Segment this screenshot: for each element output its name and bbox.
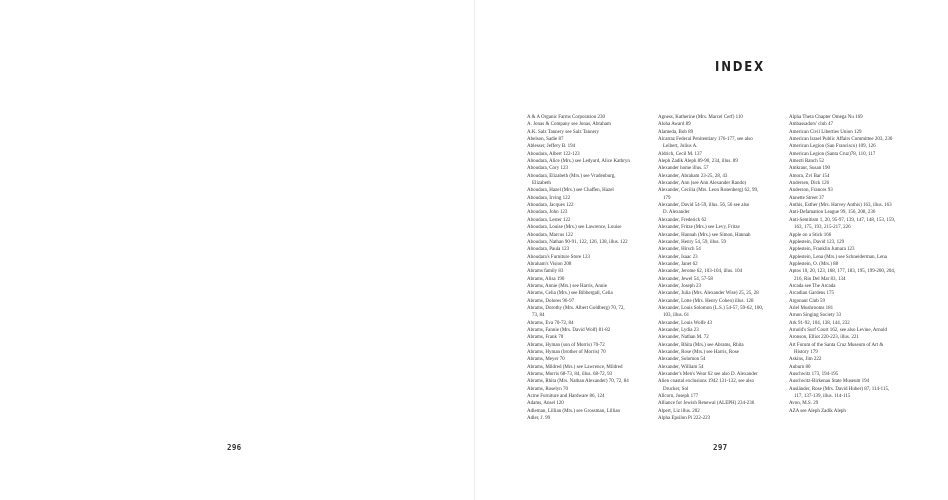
index-entry: Leibert, Julius A. <box>663 144 698 150</box>
index-entry: Aboudara, Elizabeth (Mrs.) see Vradenburg, <box>527 173 616 179</box>
index-entry: Abrams, Annie (Mrs.) see Harris, Annie <box>527 283 607 289</box>
index-entry: Ambassadors' club 47 <box>789 122 833 128</box>
index-column-3 <box>789 114 917 415</box>
index-entry: Arnold's Surf Court 162, see also Levine, Arnold <box>789 327 887 333</box>
index-entry: Alexander, Ann (see Ann Alexander Rando) <box>658 181 747 187</box>
index-entry: Arcadian Gardens 175 <box>789 291 834 297</box>
index-entry: AZA see Aleph Zadik Aleph <box>789 408 846 414</box>
index-entry: Adleman, Lillian (Mrs.) see Grossman, Lillian <box>527 408 621 414</box>
index-entry: Alexander, William 54 <box>658 364 704 370</box>
index-entry: Apple on a Stick 166 <box>789 232 832 238</box>
index-entry: Alien coastal exclusions 1942 131-132, see also <box>658 379 754 385</box>
index-entry: Amora, Zvi Bar 154 <box>789 173 830 179</box>
index-entry: Abelson, Sadie 87 <box>527 137 564 143</box>
index-entry: Aptos 10, 20, 123, 168, 177, 183, 195, 199-200, 204, <box>789 269 896 275</box>
index-entry: American Legion (San Francisco) 109, 126 <box>789 144 876 150</box>
index-entry: Alexander, Solomon 54 <box>658 357 706 363</box>
index-entry: 179 <box>663 195 671 201</box>
index-entry: Adler, J. 99 <box>527 416 551 422</box>
index-entry: Alexander, Hirsch 54 <box>658 247 701 253</box>
index-entry: Abrams, Roselyn 70 <box>527 386 568 392</box>
index-entry: Abrams, Mildred (Mrs.) see Lawrence, Mildred <box>527 364 623 370</box>
index-entry: Alexander, Henry 54, 59, illus. 59 <box>658 239 726 245</box>
index-entry: Alexander, Julia (Mrs. Alexander Wise) 25, 25, 28 <box>658 291 759 297</box>
index-entry: Aldrich, Cecil M. 137 <box>658 151 703 157</box>
index-entry: Abrams, Dolores 96-97 <box>527 298 575 304</box>
index-entry: Adams, Ansel 120 <box>527 401 564 407</box>
index-entry: Abrams, Hyman (son of Morris) 70-72 <box>527 342 605 348</box>
index-entry: Alliance for Jewish Renewal (ALEPH) 234-236 <box>658 401 755 407</box>
index-entry: Applestein, Lena (Mrs.) see Schneiderman, Lena <box>789 254 888 260</box>
index-entry: Amkraut, Susan 190 <box>789 166 830 172</box>
index-entry: Alexander, Louis Wolfe 43 <box>658 320 713 326</box>
index-entry: Abrams, Morris 68-73, 84, illus. 68-72, 93 <box>527 372 613 378</box>
index-title: INDEX <box>715 60 765 75</box>
index-entry: Aboudara, Louise (Mrs.) see Lawrence, Louise <box>527 225 622 231</box>
index-entry: Alexander, Fritze (Mrs.) see Levy, Fritze <box>658 225 740 231</box>
index-entry: Alpert, Liz illus. 202 <box>658 408 700 414</box>
index-entry: Ablesser, Jeffery B. 194 <box>527 144 576 150</box>
index-entry: Acme Furniture and Hardware 86, 124 <box>527 394 605 400</box>
index-entry: Anderson, Frances 93 <box>789 188 833 194</box>
index-entry: Alexander's Men's Wear 62 see also D. Alexander <box>658 372 758 378</box>
index-entry: Alexander, Louis Solomon (L.S.) 54-57, 59-62, 100, <box>658 305 764 311</box>
index-entry: Alpha Theta Chapter Omega Nu 169 <box>789 115 863 120</box>
index-entry: Aboudara's Furniture Store 123 <box>527 254 590 260</box>
index-entry: 216, Rio Del Mar 83, 134 <box>794 276 846 282</box>
index-entry: 73, 84 <box>532 313 545 319</box>
index-entry: Alexander, Janet 62 <box>658 261 698 267</box>
index-entry: Aboudara, Cory 123 <box>527 166 568 172</box>
index-entry: Alexander, Lotte (Mrs. Henry Cohen) illus. 128 <box>658 298 754 304</box>
index-entry: Argonaut Club 59 <box>789 298 826 304</box>
index-entry: Applestein, O. (Mrs.) 88 <box>789 261 839 267</box>
index-entry: Auburn 80 <box>789 364 811 370</box>
index-entry: Alexander, Lydia 23 <box>658 327 699 333</box>
index-entry: Arnon Singing Society 33 <box>789 313 842 319</box>
index-entry: Abrams, Fannie (Mrs. David Wolf) 81-82 <box>527 327 611 333</box>
index-entry: Aboudara, Jacques 122 <box>527 203 574 209</box>
index-entry: Allcorn, Joseph 177 <box>658 394 699 400</box>
index-entry: Alexander, Hannah (Mrs.) see Simon, Hannah <box>658 232 751 238</box>
index-entry: Alcatraz Federal Penitentiary 176-177, see also <box>658 137 753 143</box>
index-entry: Alameda, Bob 89 <box>658 129 694 135</box>
index-entry: Askins, Jim 222 <box>789 357 822 363</box>
index-entry: Alexander, Isaac 23 <box>658 254 698 260</box>
index-entry: Alexander, Cecilia (Mrs. Leon Rosenberg) 62, 99, <box>658 188 759 194</box>
index-entry: Alexander, Rhita (Mrs.) see Abrams, Rhita <box>658 342 744 348</box>
index-entry: Aboudara, John 123 <box>527 210 568 216</box>
index-entry: Abrams, Meyer 70 <box>527 357 565 363</box>
index-entry: Applestein, Franklin Jumara 123 <box>789 247 855 253</box>
index-entry: Anti-Semitism 1, 20, 95-97, 139, 147, 148, 153, 159, <box>789 217 896 223</box>
index-entry: Amezti Ranch 52 <box>789 159 824 165</box>
index-entry: Aboudara, Hazel (Mrs.) see Chaffen, Hazel <box>527 188 614 194</box>
index-entry: Ariel Mushrooms 181 <box>789 305 834 311</box>
index-entry: Aronson, Elliot 220-223, illus. 221 <box>789 335 859 341</box>
index-entry: American Civil Liberties Union 129 <box>789 129 862 135</box>
index-entry: Anthis, Esther (Mrs. Harvey Anthis) 163, illus. 163 <box>789 203 892 209</box>
index-entry: Alexander, Joseph 23 <box>658 283 701 289</box>
index-entry: Agness, Katherine (Mrs. Marcel Cerf) 110 <box>658 115 743 120</box>
index-entry: 163, 175, 193, 215-217, 226 <box>794 225 851 231</box>
index-entry: Alexander, Abraham 23-25, 28, 43 <box>658 173 728 179</box>
index-entry: 103, illus. 61 <box>663 313 690 319</box>
index-entry: Alpha Epsilon Pi 222-223 <box>658 416 711 422</box>
index-entry: Aboudara, Paula 123 <box>527 247 570 253</box>
index-entry: Aboudara, Lester 122 <box>527 217 571 223</box>
index-entry: Abrams, Hyman (brother of Morris) 70 <box>527 350 606 355</box>
index-entry: Arcada see The Arcada <box>789 283 836 289</box>
index-entry: Alexander, Nathan M. 72 <box>658 335 709 341</box>
index-entry: American Legion (Santa Cruz)78, 110, 117 <box>789 151 876 157</box>
index-entry: American Israel Public Affairs Committee 203, 230 <box>789 137 893 143</box>
index-entry: Annette Street 37 <box>789 195 824 201</box>
index-entry: D. Alexander <box>663 210 690 216</box>
index-entry: Aboudara, Albert 122-123 <box>527 151 580 157</box>
index-entry: Alexander, Rose (Mrs.) see Harris, Rose <box>658 350 739 355</box>
index-entry: Abraham's Vision 208 <box>527 261 572 267</box>
index-entry: Alexander, David 54-59, illus. 56, 56 see also <box>658 203 750 209</box>
index-entry: Abrams, Alisa 190 <box>527 276 565 282</box>
index-entry: Aboudara, Irving 122 <box>527 195 571 201</box>
index-entry: Ark 91-92, 104, 138, 144, 232 <box>789 320 850 326</box>
index-entry: Alexander, Frederick 62 <box>658 217 707 223</box>
index-entry: Aboudara, Marcus 122 <box>527 232 573 238</box>
index-entry: Abrams, Celia (Mrs.) see Bibbergall, Celia <box>527 291 613 297</box>
index-entry: Elizabeth <box>532 181 551 187</box>
index-entry: A. Jonas & Company see Jonas, Abraham <box>527 122 611 128</box>
index-entry: Abrams, Dorothy (Mrs. Albert Goldberg) 70, 72, <box>527 305 625 311</box>
index-entry: Abrams, Rhita (Mrs. Nathan Alexander) 70, 72, 84 <box>527 379 629 385</box>
index-entry: 117, 137-139, illus. 114-115 <box>794 394 851 400</box>
index-entry: Andersen, Dick 126 <box>789 181 830 187</box>
index-entry: Aboudara, Nathan 90-91, 122, 126, 138, illus. 122 <box>527 239 628 245</box>
left-page-number: 296 <box>227 443 242 452</box>
index-entry: Abrams, Frank 70 <box>527 335 564 341</box>
index-entry: Applestein, David 123, 129 <box>789 239 845 245</box>
index-entry: Aboudara, Alice (Mrs.) see Ledyard, Alice Kathryn <box>527 159 630 165</box>
index-entry: Alexander, Jerome 62, 103-104, illus. 104 <box>658 269 743 275</box>
index-entry: History 179 <box>794 350 818 355</box>
index-entry: Alexander, Jewel 54, 57-58 <box>658 276 713 282</box>
index-entry: Abrams family 83 <box>527 269 564 275</box>
right-page-number: 297 <box>713 443 728 452</box>
index-entry: Alexander home illus. 57 <box>658 166 709 172</box>
index-entry: Aloha Award 89 <box>658 122 691 128</box>
index-entry: Aleph Zadik Aleph 89-90, 234, illus. 89 <box>658 159 738 165</box>
index-column-2 <box>658 114 786 422</box>
index-entry: Avon, M.S. 29 <box>789 401 819 407</box>
index-entry: Art Forum of the Santa Cruz Museum of Art & <box>789 342 884 348</box>
index-entry: Auschwitz 173, 194-195 <box>789 372 839 378</box>
index-column-1 <box>527 114 653 422</box>
index-entry: Auschwitz-Birkenau State Museum 194 <box>789 379 870 385</box>
index-entry: Ausländer, Rose (Mrs. David Huber) 87, 114-115, <box>789 386 890 392</box>
index-entry: A.K. Salz Tannery see Salz Tannery <box>527 129 600 135</box>
index-entry: A & A Organic Farms Corporation 230 <box>527 115 605 120</box>
index-entry: Abrams, Eva 70-72, 84 <box>527 320 574 326</box>
index-entry: Anti-Defamation League 99, 156, 208, 236 <box>789 210 876 216</box>
index-entry: Drucker, Sol <box>663 386 689 392</box>
